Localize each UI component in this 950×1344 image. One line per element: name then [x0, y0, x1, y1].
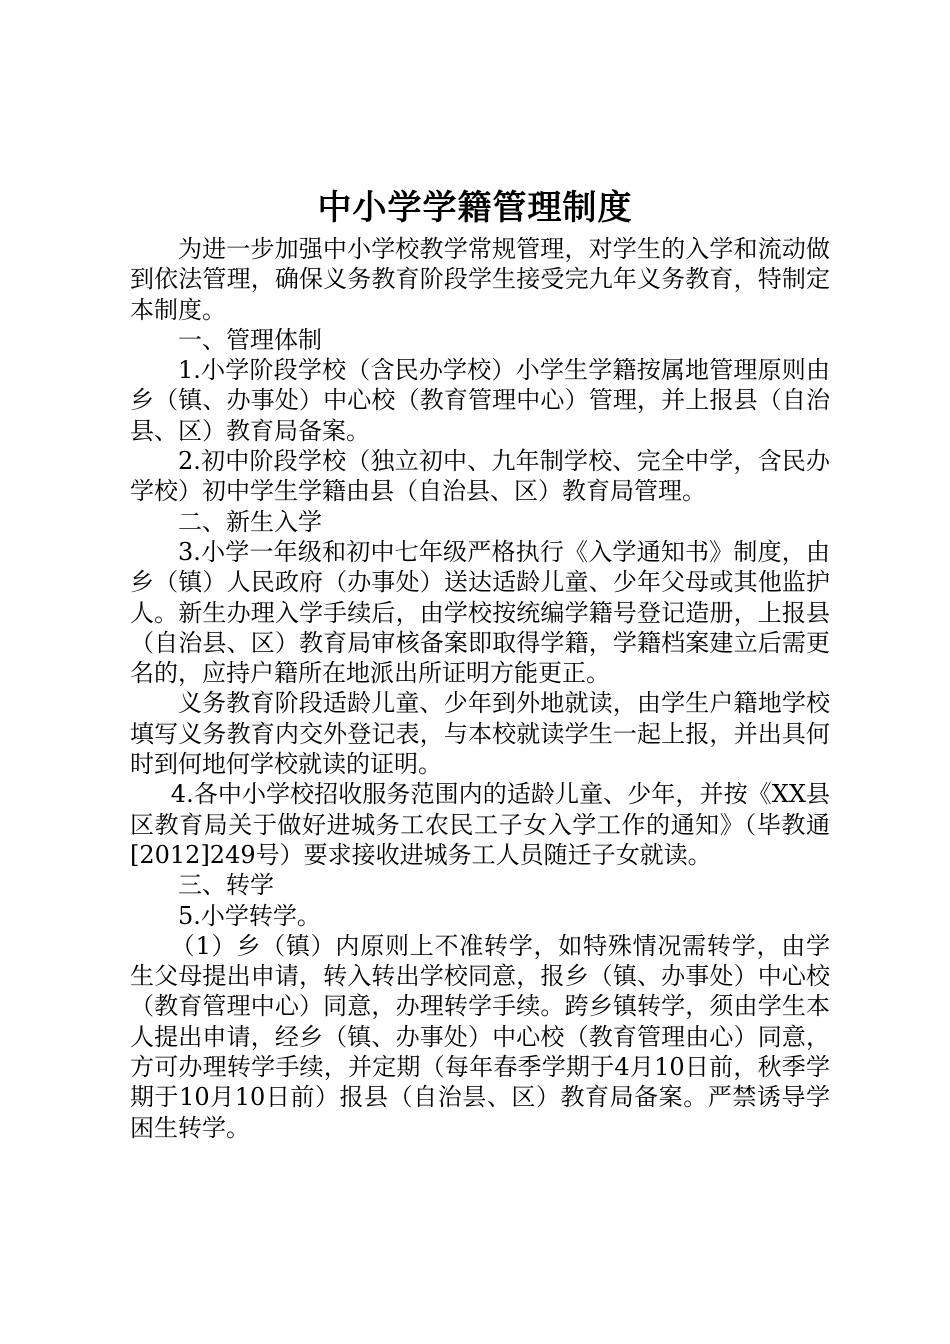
clause-1: 1.小学阶段学校（含民办学校）小学生学籍按属地管理原则由乡（镇、办事处）中心校（教育管理中心）管理，并上报县（自治县、区）教育局备案。	[130, 356, 830, 445]
document-body	[130, 234, 830, 1143]
section-heading-management: 一、管理体制	[178, 325, 322, 354]
clause-4: 4.各中小学校招收服务范围内的适龄儿童、少年，并按《XX县区教育局关于做好进城务工农民工子女入学工作的通知》（毕教通[2012]249号）要求接收进城务工人员随迁子女就读。	[130, 780, 830, 869]
clause-3: 3.小学一年级和初中七年级严格执行《入学通知书》制度，由乡（镇）人民政府（办事处）送达适龄儿童、少年父母或其他监护人。新生办理入学手续后，由学校按统编学籍号登记造册，上报县（自治县、区）教育局审核备案即取得学籍，学籍档案建立后需更名的，应持户籍所在地派出所证明方能更正。	[130, 537, 830, 688]
section-heading-enrollment: 二、新生入学	[178, 507, 322, 536]
intro-paragraph: 为进一步加强中小学校教学常规管理，对学生的入学和流动做到依法管理，确保义务教育阶段学生接受完九年义务教育，特制定本制度。	[130, 235, 830, 324]
clause-3-supplement: 义务教育阶段适龄儿童、少年到外地就读，由学生户籍地学校填写义务教育内交外登记表，与本校就读学生一起上报，并出具何时到何地何学校就读的证明。	[130, 689, 830, 779]
clause-2: 2.初中阶段学校（独立初中、九年制学校、完全中学，含民办学校）初中学生学籍由县（自治县、区）教育局管理。	[130, 447, 830, 506]
clause-5-item-1: （1）乡（镇）内原则上不准转学，如特殊情况需转学，由学生父母提出申请，转入转出学校同意，报乡（镇、办事处）中心校（教育管理中心）同意，办理转学手续。跨乡镇转学，须由学生本人提出申请，经乡（镇、办事处）中心校（教育管理由心）同意，方可办理转学手续，并定期（每年春季学期于4月10日前，秋季学期于10月10日前）报县（自治昙、区）教育局备案。严禁诱导学困生转学。	[130, 931, 830, 1142]
document-title: 中小学学籍管理制度	[317, 188, 633, 228]
clause-5: 5.小学转学。	[178, 901, 321, 930]
section-heading-transfer: 三、转学	[178, 871, 274, 900]
